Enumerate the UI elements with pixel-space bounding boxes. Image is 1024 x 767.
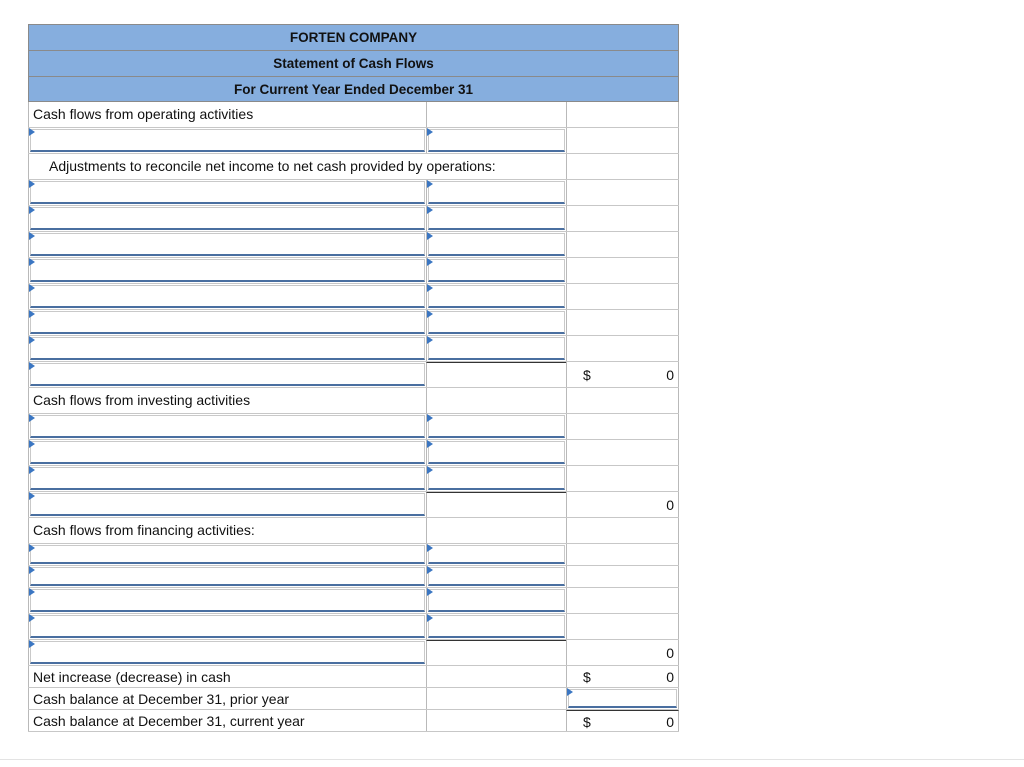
dropdown-marker-icon (29, 284, 35, 292)
adjustment-amount-input[interactable] (428, 259, 565, 282)
adjustments-label: Adjustments to reconcile net income to net cash provided by operations: (49, 158, 496, 174)
dropdown-marker-icon (427, 310, 433, 318)
adjustment-amount-input[interactable] (428, 337, 565, 360)
dropdown-marker-icon (29, 440, 35, 448)
investing-total-label-input[interactable] (30, 493, 425, 516)
dropdown-marker-icon (29, 466, 35, 474)
dropdown-marker-icon (427, 614, 433, 622)
adjustment-label-input[interactable] (30, 259, 425, 282)
financing-total-value: 0 (666, 645, 674, 661)
dropdown-marker-icon (29, 206, 35, 214)
dropdown-marker-icon (29, 180, 35, 188)
dropdown-marker-icon (427, 414, 433, 422)
financing-entry-row (28, 544, 679, 566)
financing-section-label: Cash flows from financing activities: (33, 522, 255, 538)
financing-section-row (28, 518, 679, 544)
operating-total-row (28, 362, 679, 388)
dropdown-marker-icon (29, 492, 35, 500)
investing-total-value: 0 (666, 497, 674, 513)
adjustment-entry-row (28, 284, 679, 310)
adjustment-amount-input[interactable] (428, 311, 565, 334)
operating-total-dollar: $ (583, 367, 591, 383)
dropdown-marker-icon (29, 128, 35, 136)
financing-label-input[interactable] (30, 567, 425, 586)
adjustment-amount-input[interactable] (428, 285, 565, 308)
financing-amount-input[interactable] (428, 567, 565, 586)
dropdown-marker-icon (427, 466, 433, 474)
adjustment-amount-input[interactable] (428, 207, 565, 230)
statement-title: Statement of Cash Flows (28, 50, 679, 76)
adjustment-entry-row (28, 206, 679, 232)
dropdown-marker-icon (29, 362, 35, 370)
adjustment-amount-input[interactable] (428, 181, 565, 204)
investing-amount-input[interactable] (428, 441, 565, 464)
dropdown-marker-icon (29, 640, 35, 648)
adjustment-label-input[interactable] (30, 207, 425, 230)
dropdown-marker-icon (29, 614, 35, 622)
dropdown-marker-icon (29, 544, 35, 552)
financing-amount-input[interactable] (428, 589, 565, 612)
operating-net-income-row (28, 128, 679, 154)
page-divider (0, 759, 1024, 760)
prior-balance-label: Cash balance at December 31, prior year (33, 691, 290, 707)
net-change-value: 0 (666, 669, 674, 685)
investing-total-row (28, 492, 679, 518)
dropdown-marker-icon (427, 258, 433, 266)
financing-entry-row (28, 614, 679, 640)
operating-total-value: 0 (666, 367, 674, 383)
financing-entry-row (28, 588, 679, 614)
dropdown-marker-icon (427, 566, 433, 574)
adjustment-amount-input[interactable] (428, 233, 565, 256)
investing-label-input[interactable] (30, 441, 425, 464)
dropdown-marker-icon (427, 206, 433, 214)
net-change-label: Net increase (decrease) in cash (33, 669, 231, 685)
adjustment-entry-row (28, 310, 679, 336)
adjustment-label-input[interactable] (30, 337, 425, 360)
investing-amount-input[interactable] (428, 467, 565, 490)
operating-total-label-input[interactable] (30, 363, 425, 386)
operating-line-label-input[interactable] (30, 129, 425, 152)
adjustments-row (28, 154, 679, 180)
financing-label-input[interactable] (30, 615, 425, 638)
adjustment-label-input[interactable] (30, 311, 425, 334)
adjustment-label-input[interactable] (30, 285, 425, 308)
dropdown-marker-icon (427, 232, 433, 240)
investing-label-input[interactable] (30, 415, 425, 438)
financing-amount-input[interactable] (428, 615, 565, 638)
net-change-row (28, 666, 679, 688)
investing-entry-row (28, 466, 679, 492)
dropdown-marker-icon (29, 258, 35, 266)
dropdown-marker-icon (427, 336, 433, 344)
dropdown-marker-icon (427, 588, 433, 596)
adjustment-entry-row (28, 232, 679, 258)
prior-balance-row (28, 688, 679, 710)
adjustment-label-input[interactable] (30, 233, 425, 256)
dropdown-marker-icon (427, 544, 433, 552)
financing-total-label-input[interactable] (30, 641, 425, 664)
prior-balance-input[interactable] (568, 689, 677, 708)
cash-flow-statement (28, 24, 679, 732)
investing-entry-row (28, 414, 679, 440)
dropdown-marker-icon (29, 232, 35, 240)
dropdown-marker-icon (567, 688, 573, 696)
current-balance-value: 0 (666, 714, 674, 730)
investing-amount-input[interactable] (428, 415, 565, 438)
investing-section-row (28, 388, 679, 414)
dropdown-marker-icon (29, 588, 35, 596)
dropdown-marker-icon (29, 336, 35, 344)
dropdown-marker-icon (427, 440, 433, 448)
operating-section-label: Cash flows from operating activities (33, 106, 254, 122)
dropdown-marker-icon (427, 284, 433, 292)
adjustment-entry-row (28, 180, 679, 206)
financing-amount-input[interactable] (428, 545, 565, 564)
dropdown-marker-icon (29, 566, 35, 574)
dropdown-marker-icon (427, 180, 433, 188)
net-change-dollar: $ (583, 669, 591, 685)
current-balance-label: Cash balance at December 31, current year (33, 713, 305, 729)
adjustment-entry-row (28, 258, 679, 284)
investing-label-input[interactable] (30, 467, 425, 490)
adjustment-entry-row (28, 336, 679, 362)
current-balance-row (28, 710, 679, 732)
financing-total-row (28, 640, 679, 666)
dropdown-marker-icon (29, 310, 35, 318)
investing-entry-row (28, 440, 679, 466)
current-balance-dollar: $ (583, 714, 591, 730)
company-name: FORTEN COMPANY (28, 24, 679, 50)
financing-label-input[interactable] (30, 545, 425, 564)
adjustment-label-input[interactable] (30, 181, 425, 204)
operating-section-row (28, 102, 679, 128)
dropdown-marker-icon (29, 414, 35, 422)
operating-line-amount-input[interactable] (428, 129, 565, 152)
financing-entry-row (28, 566, 679, 588)
statement-period: For Current Year Ended December 31 (28, 76, 679, 102)
financing-label-input[interactable] (30, 589, 425, 612)
investing-section-label: Cash flows from investing activities (33, 392, 251, 408)
dropdown-marker-icon (427, 128, 433, 136)
